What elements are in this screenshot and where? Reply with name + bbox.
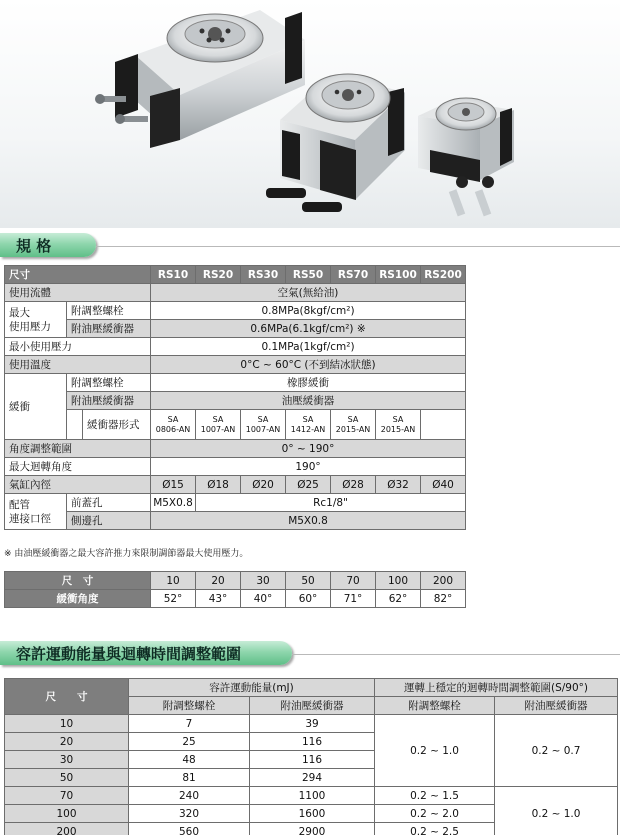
temperature-label: 使用溫度 — [5, 356, 151, 374]
model-rs50: RS50 — [286, 266, 331, 284]
energy-oil-cell: 2900 — [250, 823, 375, 835]
energy-oil-cell: 1600 — [250, 805, 375, 823]
cushion-angle-value: 40° — [241, 590, 286, 608]
cushion-oil-label: 附油壓緩衝器 — [67, 392, 151, 410]
size-label: 尺寸 — [5, 266, 151, 284]
cushion-angle-value: 43° — [196, 590, 241, 608]
min-pressure-value: 0.1MPa(1kgf/cm²) — [151, 338, 466, 356]
energy-oil-cell: 116 — [250, 751, 375, 769]
bore-value: Ø15 — [151, 476, 196, 494]
cushion-angle-label: 緩衝角度 — [5, 590, 151, 608]
size-cell: 50 — [5, 769, 129, 787]
model-rs20: RS20 — [196, 266, 241, 284]
cushion-label: 緩衝 — [5, 374, 67, 440]
energy-oil-cell: 116 — [250, 733, 375, 751]
bore-value: Ø28 — [331, 476, 376, 494]
energy-oil-header: 附油壓緩衝器 — [250, 697, 375, 715]
port-label: 配管 連接口徑 — [5, 494, 67, 530]
time-bolt-header: 附調整螺栓 — [375, 697, 495, 715]
cushion-oil-value: 油壓緩衝器 — [151, 392, 466, 410]
absorber-model: SA 2015-AN — [376, 410, 421, 440]
port-side-label: 側邊孔 — [67, 512, 151, 530]
table-row — [5, 512, 466, 530]
table-row — [5, 374, 466, 392]
cushion-angle-value: 60° — [286, 590, 331, 608]
max-rotation-value: 190° — [151, 458, 466, 476]
actuator-small — [418, 98, 514, 216]
section-title: 規 格 — [16, 236, 52, 255]
bore-value: Ø40 — [421, 476, 466, 494]
port-front-first: M5X0.8 — [151, 494, 196, 512]
absorber-model: SA 1007-AN — [241, 410, 286, 440]
energy-oil-cell: 294 — [250, 769, 375, 787]
time-group-header: 運轉上穩定的迴轉時間調整範圍(S/90°) — [375, 679, 618, 697]
table-row — [5, 338, 466, 356]
energy-bolt-cell: 560 — [129, 823, 250, 835]
size-cell: 200 — [5, 823, 129, 835]
angle-range-value: 0° ~ 190° — [151, 440, 466, 458]
product-photo — [0, 0, 620, 228]
actuator-medium — [266, 74, 405, 212]
fluid-value: 空氣(無給油) — [151, 284, 466, 302]
bore-value: Ø18 — [196, 476, 241, 494]
max-pressure-oil-value: 0.6MPa(6.1kgf/cm²) ※ — [151, 320, 466, 338]
absorber-model: SA 0806-AN — [151, 410, 196, 440]
energy-table — [4, 678, 618, 835]
size-cell: 10 — [5, 715, 129, 733]
size-label: 尺 寸 — [5, 679, 129, 715]
model-rs10: RS10 — [151, 266, 196, 284]
max-pressure-bolt-label: 附調整螺栓 — [67, 302, 151, 320]
min-pressure-label: 最小使用壓力 — [5, 338, 151, 356]
cushion-angle-value: 71° — [331, 590, 376, 608]
section-header-specs — [0, 233, 96, 257]
cushion-bolt-value: 橡膠緩衝 — [151, 374, 466, 392]
energy-bolt-cell: 320 — [129, 805, 250, 823]
cushion-angle-value: 52° — [151, 590, 196, 608]
time-oil-cell: 0.2 ~ 1.0 — [495, 787, 618, 835]
energy-bolt-cell: 240 — [129, 787, 250, 805]
rotary-actuator-illustration — [0, 0, 620, 228]
table-row — [5, 787, 618, 805]
absorber-type-label: 緩衝器形式 — [83, 410, 151, 440]
max-pressure-label: 最大 使用壓力 — [5, 302, 67, 338]
bore-value: Ø20 — [241, 476, 286, 494]
bore-value: Ø25 — [286, 476, 331, 494]
absorber-model: SA 1007-AN — [196, 410, 241, 440]
table-row — [5, 392, 466, 410]
table-row — [5, 590, 466, 608]
size-cell: 20 — [5, 733, 129, 751]
size-value: 30 — [241, 572, 286, 590]
max-rotation-label: 最大迴轉角度 — [5, 458, 151, 476]
energy-bolt-cell: 25 — [129, 733, 250, 751]
section-title: 容許運動能量與迴轉時間調整範圍 — [16, 644, 242, 663]
max-pressure-oil-label: 附油壓緩衝器 — [67, 320, 151, 338]
size-value: 10 — [151, 572, 196, 590]
angle-range-label: 角度調整範圍 — [5, 440, 151, 458]
time-bolt-cell: 0.2 ~ 2.0 — [375, 805, 495, 823]
time-bolt-cell: 0.2 ~ 2.5 — [375, 823, 495, 835]
energy-group-header: 容許運動能量(mJ) — [129, 679, 375, 697]
energy-oil-cell: 39 — [250, 715, 375, 733]
size-value: 50 — [286, 572, 331, 590]
max-pressure-bolt-value: 0.8MPa(8kgf/cm²) — [151, 302, 466, 320]
model-rs200: RS200 — [421, 266, 466, 284]
model-rs100: RS100 — [376, 266, 421, 284]
size-label: 尺 寸 — [5, 572, 151, 590]
table-row — [5, 572, 466, 590]
size-cell: 30 — [5, 751, 129, 769]
port-front-value: Rc1/8" — [196, 494, 466, 512]
energy-bolt-cell: 81 — [129, 769, 250, 787]
size-value: 70 — [331, 572, 376, 590]
absorber-model: SA 1412-AN — [286, 410, 331, 440]
model-rs30: RS30 — [241, 266, 286, 284]
table-row — [5, 320, 466, 338]
bore-label: 氣缸內徑 — [5, 476, 151, 494]
size-value: 200 — [421, 572, 466, 590]
cushion-angle-table — [4, 571, 466, 608]
actuator-large — [95, 10, 305, 148]
divider — [292, 654, 620, 655]
table-row — [5, 302, 466, 320]
energy-oil-cell: 1100 — [250, 787, 375, 805]
table-row — [5, 715, 618, 733]
table-row — [5, 679, 618, 697]
section-header-energy — [0, 641, 292, 665]
energy-bolt-cell: 48 — [129, 751, 250, 769]
table-row — [5, 440, 466, 458]
port-side-value: M5X0.8 — [151, 512, 466, 530]
absorber-model: SA 2015-AN — [331, 410, 376, 440]
cushion-angle-value: 62° — [376, 590, 421, 608]
spec-table — [4, 265, 466, 530]
table-row — [5, 284, 466, 302]
size-cell: 70 — [5, 787, 129, 805]
fluid-label: 使用流體 — [5, 284, 151, 302]
temperature-value: 0°C ~ 60°C (不到結冰狀態) — [151, 356, 466, 374]
table-row — [5, 476, 466, 494]
size-cell: 100 — [5, 805, 129, 823]
energy-bolt-cell: 7 — [129, 715, 250, 733]
bore-value: Ø32 — [376, 476, 421, 494]
size-value: 20 — [196, 572, 241, 590]
time-oil-header: 附油壓緩衝器 — [495, 697, 618, 715]
divider — [96, 246, 620, 247]
table-row — [5, 356, 466, 374]
size-value: 100 — [376, 572, 421, 590]
footnote: ※ 由油壓緩衝器之最大容許推力來限制調節器最大使用壓力。 — [4, 549, 249, 559]
cushion-bolt-label: 附調整螺栓 — [67, 374, 151, 392]
table-row — [5, 266, 466, 284]
table-row — [5, 410, 466, 440]
model-rs70: RS70 — [331, 266, 376, 284]
table-row — [5, 494, 466, 512]
time-bolt-cell: 0.2 ~ 1.5 — [375, 787, 495, 805]
time-bolt-cell: 0.2 ~ 1.0 — [375, 715, 495, 787]
port-front-label: 前蓋孔 — [67, 494, 151, 512]
cushion-angle-value: 82° — [421, 590, 466, 608]
energy-bolt-header: 附調整螺栓 — [129, 697, 250, 715]
time-oil-cell: 0.2 ~ 0.7 — [495, 715, 618, 787]
table-row — [5, 458, 466, 476]
